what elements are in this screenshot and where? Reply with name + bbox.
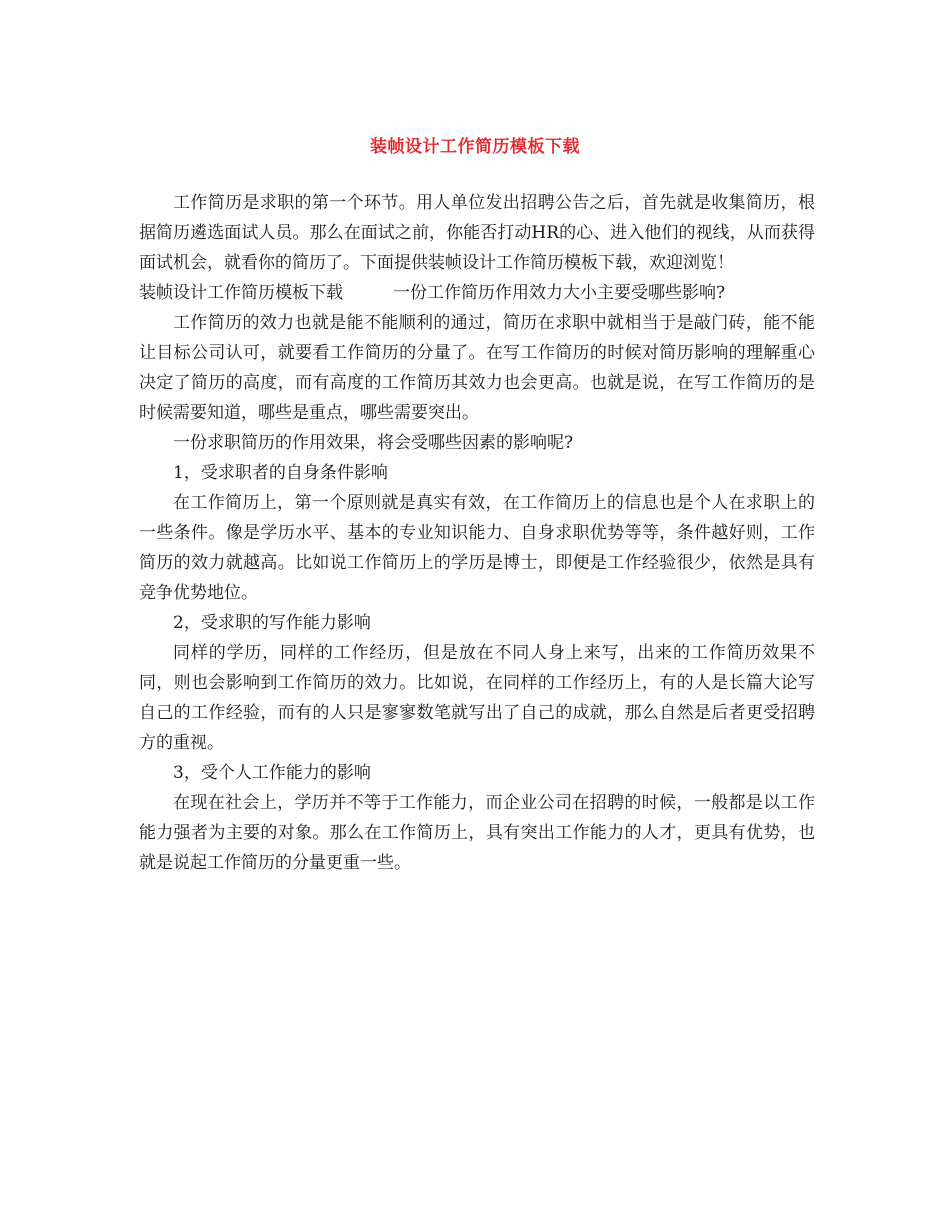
- headline-right: 一份工作简历作用效力大小主要受哪些影响?: [393, 283, 726, 303]
- paragraph-question: 一份求职简历的作用效果，将会受哪些因素的影响呢?: [173, 433, 574, 453]
- headline-left: 装帧设计工作简历模板下载: [139, 283, 343, 303]
- headline-gap: [343, 278, 393, 308]
- paragraph-ability: 在现在社会上，学历并不等于工作能力，而企业公司在招聘的时候，一般都是以工作能力强者为主要的对象。那么在工作简历上，具有突出工作能力的人才，更具有优势，也就是说起工作简历的分量更重一些。: [139, 793, 815, 873]
- document-title: 装帧设计工作简历模板下载: [370, 137, 580, 158]
- document-body: [139, 188, 815, 878]
- paragraph-effectiveness: 工作简历的效力也就是能不能顺利的通过，简历在求职中就相当于是敲门砖，能不能让目标公司认可，就要看工作简历的分量了。在写工作简历的时候对简历影响的理解重心决定了简历的高度，而有高度的工作简历其效力也会更高。也就是说，在写工作简历的是时候需要知道，哪些是重点，哪些需要突出。: [139, 313, 815, 423]
- intro-paragraph: 工作简历是求职的第一个环节。用人单位发出招聘公告之后，首先就是收集简历，根据简历遴选面试人员。那么在面试之前，你能否打动HR的心、进入他们的视线，从而获得面试机会，就看你的简历了。下面提供装帧设计工作简历模板下载，欢迎浏览！: [139, 193, 815, 273]
- paragraph-conditions: 在工作简历上，第一个原则就是真实有效，在工作简历上的信息也是个人在求职上的一些条件。像是学历水平、基本的专业知识能力、自身求职优势等等，条件越好则，工作简历的效力就越高。比如说工作简历上的学历是博士，即便是工作经验很少，依然是具有竞争优势地位。: [139, 493, 815, 603]
- section-headline: [139, 278, 815, 308]
- subheading-3: 3，受个人工作能力的影响: [173, 763, 371, 783]
- paragraph-writing: 同样的学历，同样的工作经历，但是放在不同人身上来写，出来的工作简历效果不同，则也会影响到工作简历的效力。比如说，在同样的工作经历上，有的人是长篇大论写自己的工作经验，而有的人只是寥寥数笔就写出了自己的成就，那么自然是后者更受招聘方的重视。: [139, 643, 815, 753]
- subheading-2: 2，受求职的写作能力影响: [173, 613, 371, 633]
- subheading-1: 1，受求职者的自身条件影响: [173, 463, 388, 483]
